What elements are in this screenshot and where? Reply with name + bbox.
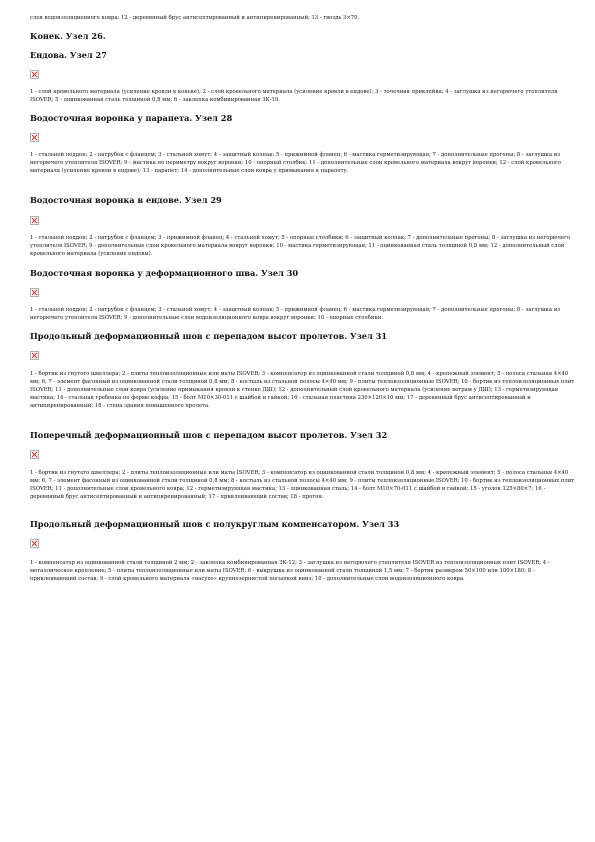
broken-image-icon	[30, 70, 39, 79]
section-title-node-31: Продольный деформационный шов с перепадом высот пролетов. Узел 31	[30, 331, 388, 342]
section-title-node-27: Ендова. Узел 27	[30, 50, 107, 61]
broken-image-icon	[30, 351, 39, 360]
section-title-node-28: Водосточная воронка у парапета. Узел 28	[30, 113, 233, 124]
section-title-node-26: Конек. Узел 26.	[30, 31, 106, 42]
intro-paragraph: слоя водоизоляционного ковра; 12 - деревянный брус антисептированный и антипиренированный; 13 - гвоздь 3×70.	[30, 15, 360, 21]
section-title-node-30: Водосточная воронка у деформационного шва. Узел 30	[30, 267, 299, 278]
broken-image-icon	[30, 450, 39, 459]
section-body-node-33: 1 - компенсатор из оцинкованной стали толщиной 2 мм; 2 - заклепка комбинированная ЗК-12; 3 - заглушка из негорючего утеплителя ISOVER из теплоизоляционных плит ISOVER; 4 - металлическое крепление; 5 - плиты теплоизоляционные или маты ISOVER; 6 - выкрушка из оцинкованной стали толщиной 1,5 мм; 7 - бортик размером 50×100 или 100×180; 8 - приклеивающий состав; 9 - слой кровельного материала «насухо» крупнозернистой посыпкой вниз; 10 - дополнительные слои водоизоляционного ковра.	[30, 559, 550, 583]
section-body-node-28: 1 - стальной поддон; 2 - патрубок с фланцем; 3 - стальной хомут; 4 - защитный колпак; 5 - прижимной фланец; 6 - мастика герметизирующая; 7 - дополнительные прогоны; 8 - заглушка из негорючего утеплителя ISOVER; 9 - мастика по периметру вокруг воронки; 10 - опорный столбик; 11 - дополнительные слои кровельного материала вокруг воронки; 12 - слой кровельного материала (усиление кровли в ендове); 13 - парапет; 14 - дополнительные слои ковра у примыкания к парапету.	[30, 152, 561, 175]
section-body-node-27: 1 - слой кровельного материала (усиление кровли в коньке); 2 - слой кровельного материала (усиление кровли в ендове); 3 - точечная приклейка; 4 - заглушка из негорючего утеплителя ISOVER; 5 - оцинкованная сталь толщиной 0,8 мм; 6 - заклепка комбинированная ЗК-10.	[30, 89, 558, 104]
section-title-node-32: Поперечный деформационный шов с перепадом высот пролетов. Узел 32	[30, 429, 388, 440]
section-title-node-29: Водосточная воронка в ендове. Узел 29	[30, 194, 222, 205]
section-body-node-31: 1 - бортик из гнутого швеллера; 2 - плиты теплоизоляционные или маты ISOVER; 3 - компенсатор из оцинкованной стали толщиной 0,8 мм; 4 - крепежный элемент; 5 - полоса стальная 4×40 мм; 6, 7 - элемент фасонный из оцинкованной стали толщиной 0,8 мм; 8 - костыль из стальной полосы 4×40 мм; 9 - плиты теплоизоляционные ISOVER; 10 - бортик из теплоизоляционных плит ISOVER; 11 - дополнительные слои ковра (усиление примыкания кровли к стенке ДШ); 12 - дополнительный слой кровельного материала (усиление ветрам у ДШ); 13 - герметизирующая мастика; 14 - стальная гребенка по форме кофра; 15 - болт М10×30-011 с шайбой и гайкой; 16 - стальная пластина 230×120×10 мм; 17 - деревянный брус антисептированный и антипиренированный; 18 - стена здания повышенного пролета.	[30, 371, 575, 410]
broken-image-icon	[30, 133, 39, 142]
section-body-node-32: 1 - бортик из гнутого швеллера; 2 - плиты теплоизоляционные или маты ISOVER; 3 - компенсатор из оцинкованной стали толщиной 0,8 мм; 4 - крепежный элемент; 5 - полоса стальная 4×40 мм; 6, 7 - элемент фасонный из оцинкованной стали толщиной 0,8 мм; 8 - костыль из стальной полосы 4×40 мм; 9 - плиты теплоизоляционные ISOVER; 10 - бортик из теплоизоляционных плит ISOVER; 11 - дополнительные слои кровельного ковра; 12 - герметизирующая мастика; 13 - оцинкованная сталь; 14 - болт М10×70-011 с шайбой и гайкой; 15 - уголок 125×80×7; 16 - деревянный брус антисептированный и антипиренированный; 17 - приклеивающий состав; 18 - прогон.	[30, 469, 575, 500]
document-page	[30, 14, 575, 583]
section-title-node-33: Продольный деформационный шов с полукруглым компенсатором. Узел 33	[30, 518, 400, 529]
section-body-node-30: 1 - стальной поддон; 2 - патрубок с фланцем; 3 - стальной хомут; 4 - защитный колпак; 5 - прижимной фланец; 6 - мастика герметизирующая; 7 - дополнительные прогоны; 8 - заглушка из негорючего утеплителя ISOVER; 9 - дополнительные слои водоизоляционного ковра вокруг воронки; 10 - опорные столбики.	[30, 306, 561, 321]
broken-image-icon	[30, 539, 39, 548]
broken-image-icon	[30, 288, 39, 297]
broken-image-icon	[30, 216, 39, 225]
section-body-node-29: 1 - стальной поддон; 2 - патрубок с фланцем; 3 - прижимной фланец; 4 - стальной хомут; 5 - опорные столбики; 6 - защитный колпак; 7 - дополнительные прогоны; 8 - заглушка из негорючего утеплителя ISOVER; 9 - дополнительные слои кровельного материала вокруг воронки; 10 - мастика герметизирующая; 11 - оцинкованная сталь толщиной 0,8 мм; 12 - дополнительный слой кровельного материала (усиление ендовы).	[30, 234, 571, 257]
